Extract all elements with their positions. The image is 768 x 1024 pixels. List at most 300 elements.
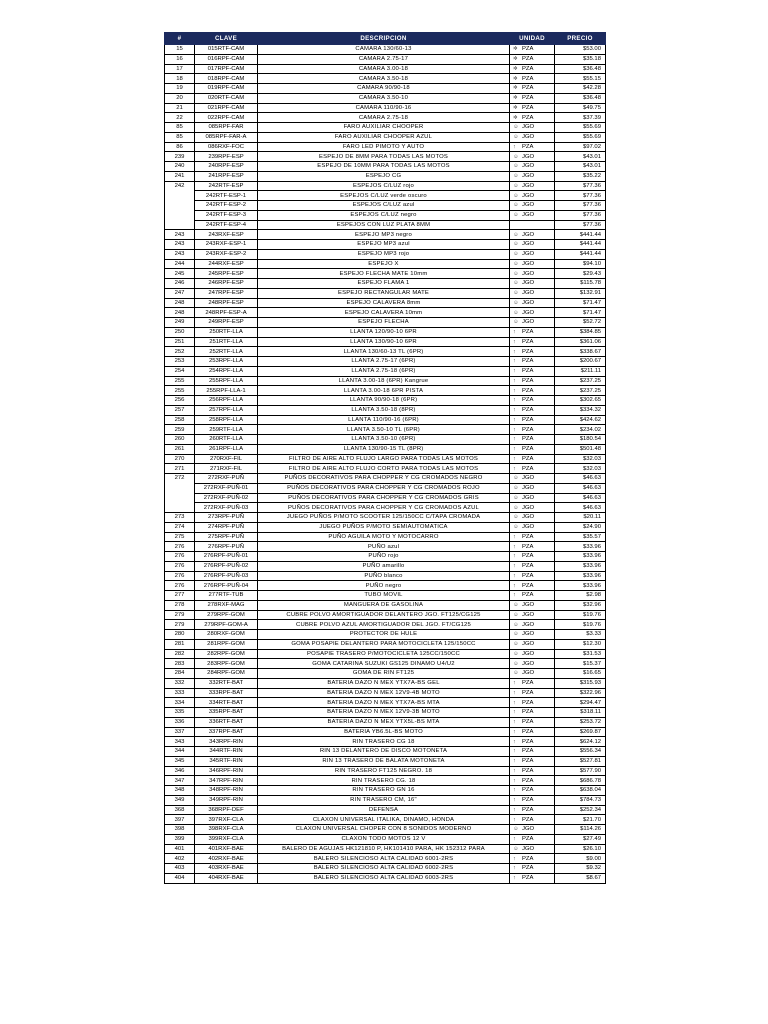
table-row	[165, 162, 606, 172]
table-row	[165, 152, 606, 162]
row-clave: 248RPF-ESP	[195, 298, 258, 308]
unit-icon: ↑	[513, 533, 516, 540]
row-unit: JGO	[522, 641, 535, 648]
row-unit: PZA	[522, 46, 534, 53]
row-unit-cell	[510, 532, 555, 542]
row-description: ESPEJOS C/LUZ rojo	[258, 181, 510, 191]
row-price: $53.00	[555, 45, 606, 55]
row-unit: JGO	[522, 621, 535, 628]
row-clave: 278RXF-MAG	[195, 600, 258, 610]
row-unit: JGO	[522, 192, 535, 199]
row-clave: 242RTF-ESP-1	[195, 191, 258, 201]
row-price: $35.22	[555, 171, 606, 181]
row-price: $501.48	[555, 444, 606, 454]
row-unit-cell	[510, 298, 555, 308]
row-price: $31.53	[555, 649, 606, 659]
row-clave: 345RTF-RIN	[195, 756, 258, 766]
row-unit: PZA	[522, 592, 534, 599]
row-clave: 276RPF-PUÑ-04	[195, 581, 258, 591]
row-number: 343	[165, 737, 195, 747]
row-number: 336	[165, 717, 195, 727]
row-unit-cell	[510, 123, 555, 133]
unit-icon: ✲	[513, 56, 518, 63]
unit-icon: ☺	[513, 124, 519, 131]
row-clave: 343RPF-RIN	[195, 737, 258, 747]
row-clave: 283RPF-GOM	[195, 659, 258, 669]
row-unit-cell	[510, 854, 555, 864]
unit-icon: ☺	[513, 202, 519, 209]
row-unit: PZA	[522, 563, 534, 570]
table-row	[165, 123, 606, 133]
row-clave: 276RPF-PUÑ-03	[195, 571, 258, 581]
row-clave: 255RPF-LLA-1	[195, 386, 258, 396]
row-description: LLANTA 130/90-15 TL (8PR)	[258, 444, 510, 454]
row-number	[165, 483, 195, 493]
row-clave: 272RXF-PUÑ	[195, 474, 258, 484]
row-number: 17	[165, 64, 195, 74]
row-description: BATERIA DAZO N MEX 12V9-4B MOTO	[258, 688, 510, 698]
row-number	[165, 220, 195, 230]
row-unit-cell	[510, 191, 555, 201]
row-price: $114.26	[555, 825, 606, 835]
table-row	[165, 747, 606, 757]
row-unit: PZA	[522, 104, 534, 111]
row-price: $36.48	[555, 64, 606, 74]
row-unit: PZA	[522, 709, 534, 716]
row-clave: 336RTF-BAT	[195, 717, 258, 727]
row-unit: JGO	[522, 251, 535, 258]
row-description: BATERIA YB6.5L-BS MOTO	[258, 727, 510, 737]
table-row	[165, 552, 606, 562]
row-description: LLANTA 110/90-16 (6PR)	[258, 415, 510, 425]
row-description: ESPEJOS C/LUZ verde oscuro	[258, 191, 510, 201]
row-unit-cell	[510, 318, 555, 328]
row-clave: 018RPF-CAM	[195, 74, 258, 84]
row-number: 19	[165, 84, 195, 94]
row-number: 333	[165, 688, 195, 698]
unit-icon: ↑	[513, 689, 516, 696]
row-unit-cell	[510, 873, 555, 883]
table-row	[165, 532, 606, 542]
table-row	[165, 93, 606, 103]
row-description: LLANTA 130/90-10 6PR	[258, 337, 510, 347]
row-description: FARO LED PIMOTO Y AUTO	[258, 142, 510, 152]
table-row	[165, 815, 606, 825]
row-price: $20.11	[555, 513, 606, 523]
row-number	[165, 191, 195, 201]
row-clave: 332RTF-BAT	[195, 678, 258, 688]
row-price: $322.96	[555, 688, 606, 698]
row-unit-cell	[510, 84, 555, 94]
unit-icon: ↑	[513, 767, 516, 774]
row-clave: 401RXF-BAE	[195, 844, 258, 854]
row-clave: 242RTF-ESP-2	[195, 201, 258, 211]
row-price: $46.63	[555, 474, 606, 484]
row-unit: PZA	[522, 85, 534, 92]
row-unit: PZA	[522, 738, 534, 745]
row-number: 243	[165, 249, 195, 259]
row-unit-cell	[510, 678, 555, 688]
row-unit: JGO	[522, 504, 535, 511]
row-unit: JGO	[522, 173, 535, 180]
row-clave: 279RPF-GOM	[195, 610, 258, 620]
row-price: $686.78	[555, 776, 606, 786]
row-unit-cell	[510, 825, 555, 835]
row-description: ESPEJO FLAMA 1	[258, 279, 510, 289]
unit-icon: ☺	[513, 251, 519, 258]
unit-icon: ☺	[513, 602, 519, 609]
row-clave: 276RPF-PUÑ-01	[195, 552, 258, 562]
row-unit-cell	[510, 54, 555, 64]
row-number: 18	[165, 74, 195, 84]
table-row	[165, 288, 606, 298]
row-unit-cell	[510, 747, 555, 757]
table-row	[165, 649, 606, 659]
unit-icon: ↑	[513, 836, 516, 843]
row-number: 272	[165, 474, 195, 484]
unit-icon: ↑	[513, 572, 516, 579]
row-description: CAMARA 130/60-13	[258, 45, 510, 55]
table-row	[165, 366, 606, 376]
row-clave: 335RPF-BAT	[195, 708, 258, 718]
row-unit-cell	[510, 834, 555, 844]
row-clave: 402RXF-BAE	[195, 854, 258, 864]
unit-icon: ☺	[513, 475, 519, 482]
row-price: $200.67	[555, 357, 606, 367]
table-row	[165, 717, 606, 727]
row-clave: 021RPF-CAM	[195, 103, 258, 113]
row-number: 284	[165, 669, 195, 679]
row-description: BATERIA DAZO N MEX 12V9-3B MOTO	[258, 708, 510, 718]
row-unit-cell	[510, 815, 555, 825]
row-unit: PZA	[522, 719, 534, 726]
table-row	[165, 737, 606, 747]
unit-icon: ↑	[513, 758, 516, 765]
row-unit-cell	[510, 259, 555, 269]
table-row	[165, 844, 606, 854]
row-price: $294.47	[555, 698, 606, 708]
row-unit: PZA	[522, 689, 534, 696]
unit-icon: ✲	[513, 114, 518, 121]
row-number: 274	[165, 522, 195, 532]
row-number: 16	[165, 54, 195, 64]
row-number	[165, 493, 195, 503]
row-price: $638.04	[555, 786, 606, 796]
row-unit: PZA	[522, 455, 534, 462]
table-row	[165, 474, 606, 484]
row-unit: PZA	[522, 348, 534, 355]
row-price: $77.36	[555, 210, 606, 220]
row-unit-cell	[510, 786, 555, 796]
row-number: 247	[165, 288, 195, 298]
row-clave: 242RTF-ESP	[195, 181, 258, 191]
row-unit: JGO	[522, 299, 535, 306]
row-price: $33.96	[555, 561, 606, 571]
row-description: CLAXON UNIVERSAL ITALIKA, DINAMO, HONDA	[258, 815, 510, 825]
row-unit-cell	[510, 561, 555, 571]
row-clave: 284RPF-GOM	[195, 669, 258, 679]
row-unit-cell	[510, 210, 555, 220]
row-unit-cell	[510, 376, 555, 386]
row-clave: 270RXF-FIL	[195, 454, 258, 464]
table-row	[165, 698, 606, 708]
row-price: $237.25	[555, 386, 606, 396]
row-number: 402	[165, 854, 195, 864]
table-row	[165, 561, 606, 571]
row-description: BATERIA DAZO N MEX YTX7A-BS MTA	[258, 698, 510, 708]
row-unit-cell	[510, 152, 555, 162]
table-row	[165, 103, 606, 113]
row-clave: 245RPF-ESP	[195, 269, 258, 279]
row-unit: PZA	[522, 875, 534, 882]
row-clave: 247RPF-ESP	[195, 288, 258, 298]
row-unit-cell	[510, 249, 555, 259]
row-unit: JGO	[522, 124, 535, 131]
unit-icon: ☺	[513, 845, 519, 852]
row-clave: 259RTF-LLA	[195, 425, 258, 435]
table-row	[165, 600, 606, 610]
row-clave: 020RTF-CAM	[195, 93, 258, 103]
table-row	[165, 269, 606, 279]
unit-icon: ✲	[513, 95, 518, 102]
row-number: 279	[165, 610, 195, 620]
unit-icon: ↑	[513, 543, 516, 550]
unit-icon: ☺	[513, 260, 519, 267]
row-clave: 344RTF-RIN	[195, 747, 258, 757]
row-unit-cell	[510, 415, 555, 425]
row-unit-cell	[510, 327, 555, 337]
row-price: $19.76	[555, 620, 606, 630]
row-clave: 272RXF-PUÑ-02	[195, 493, 258, 503]
row-description: CAMARA 3.50-18	[258, 74, 510, 84]
row-price: $43.01	[555, 152, 606, 162]
row-unit-cell	[510, 386, 555, 396]
table-row	[165, 259, 606, 269]
row-price: $9.32	[555, 864, 606, 874]
row-unit: PZA	[522, 816, 534, 823]
table-row	[165, 756, 606, 766]
row-unit-cell	[510, 542, 555, 552]
unit-icon: ↑	[513, 143, 516, 150]
row-unit: JGO	[522, 845, 535, 852]
row-description: LLANTA 3.50-10 (6PR)	[258, 435, 510, 445]
row-unit: PZA	[522, 329, 534, 336]
row-unit-cell	[510, 717, 555, 727]
row-clave: 397RXF-CLA	[195, 815, 258, 825]
row-unit: PZA	[522, 787, 534, 794]
row-unit: JGO	[522, 660, 535, 667]
row-number	[165, 210, 195, 220]
row-number: 279	[165, 620, 195, 630]
unit-icon: ↑	[513, 709, 516, 716]
row-number: 271	[165, 464, 195, 474]
unit-icon: ↑	[513, 416, 516, 423]
row-price: $97.02	[555, 142, 606, 152]
row-clave: 333RPF-BAT	[195, 688, 258, 698]
row-price: $42.28	[555, 84, 606, 94]
unit-icon: ☺	[513, 621, 519, 628]
row-clave: 279RPF-GOM-A	[195, 620, 258, 630]
row-unit-cell	[510, 591, 555, 601]
row-description: PUÑOS DECORATIVOS PARA CHOPPER Y CG CROMADOS GRIS	[258, 493, 510, 503]
row-unit-cell	[510, 483, 555, 493]
row-number: 255	[165, 386, 195, 396]
row-description: FILTRO DE AIRE ALTO FLUJO LARGO PARA TODAS LAS MOTOS	[258, 454, 510, 464]
row-clave: 241RPF-ESP	[195, 171, 258, 181]
row-number: 368	[165, 805, 195, 815]
row-unit-cell	[510, 474, 555, 484]
row-unit-cell	[510, 181, 555, 191]
row-price: $77.36	[555, 181, 606, 191]
row-price: $32.03	[555, 464, 606, 474]
row-price: $24.90	[555, 522, 606, 532]
table-row	[165, 249, 606, 259]
row-unit: JGO	[522, 485, 535, 492]
row-number: 276	[165, 561, 195, 571]
row-clave: 249RPF-ESP	[195, 318, 258, 328]
table-row	[165, 669, 606, 679]
row-price: $71.47	[555, 308, 606, 318]
row-unit: PZA	[522, 533, 534, 540]
row-price: $234.02	[555, 425, 606, 435]
row-unit: PZA	[522, 95, 534, 102]
row-description: RIN TRASERO CG. 18	[258, 776, 510, 786]
table-row	[165, 659, 606, 669]
row-clave: 398RXF-CLA	[195, 825, 258, 835]
row-price: $441.44	[555, 240, 606, 250]
row-description: BALERO DE AGUJAS HK121810 P, HK101410 PARA, HK 152312 PARA	[258, 844, 510, 854]
row-unit: JGO	[522, 475, 535, 482]
row-clave: 243RXF-ESP-1	[195, 240, 258, 250]
table-row	[165, 357, 606, 367]
row-number: 250	[165, 327, 195, 337]
row-price: $132.91	[555, 288, 606, 298]
row-number: 276	[165, 542, 195, 552]
row-clave: 016RPF-CAM	[195, 54, 258, 64]
row-description: PUÑOS DECORATIVOS PARA CHOPPER Y CG CROMADOS ROJO	[258, 483, 510, 493]
row-clave: 252RTF-LLA	[195, 347, 258, 357]
row-price: $33.96	[555, 581, 606, 591]
table-row	[165, 727, 606, 737]
row-price: $19.76	[555, 610, 606, 620]
row-unit: PZA	[522, 680, 534, 687]
row-unit: PZA	[522, 582, 534, 589]
row-price: $424.62	[555, 415, 606, 425]
price-list-table	[164, 32, 606, 884]
row-clave: 261RPF-LLA	[195, 444, 258, 454]
unit-icon: ↑	[513, 446, 516, 453]
table-row	[165, 142, 606, 152]
row-clave: 256RPF-LLA	[195, 396, 258, 406]
row-number: 281	[165, 639, 195, 649]
table-row	[165, 581, 606, 591]
table-row	[165, 776, 606, 786]
table-row	[165, 571, 606, 581]
row-clave: 337RPF-BAT	[195, 727, 258, 737]
row-unit-cell	[510, 600, 555, 610]
row-number: 245	[165, 269, 195, 279]
row-clave: 239RPF-ESP	[195, 152, 258, 162]
table-row	[165, 825, 606, 835]
unit-icon: ↑	[513, 338, 516, 345]
row-unit: PZA	[522, 797, 534, 804]
row-unit: JGO	[522, 231, 535, 238]
row-unit-cell	[510, 639, 555, 649]
unit-icon: ✲	[513, 65, 518, 72]
row-price: $180.54	[555, 435, 606, 445]
row-unit: PZA	[522, 56, 534, 63]
row-number: 257	[165, 405, 195, 415]
table-row	[165, 396, 606, 406]
unit-icon: ☺	[513, 514, 519, 521]
unit-icon: ↑	[513, 377, 516, 384]
unit-icon: ✲	[513, 75, 518, 82]
row-clave: 250RTF-LLA	[195, 327, 258, 337]
unit-icon: ☺	[513, 494, 519, 501]
row-unit: JGO	[522, 270, 535, 277]
row-unit: PZA	[522, 426, 534, 433]
row-number: 345	[165, 756, 195, 766]
row-price: $441.44	[555, 249, 606, 259]
row-number: 255	[165, 376, 195, 386]
row-unit: JGO	[522, 631, 535, 638]
row-description: LLANTA 2.75-18 (6PR)	[258, 366, 510, 376]
row-description: FILTRO DE AIRE ALTO FLUJO CORTO PARA TODAS LAS MOTOS	[258, 464, 510, 474]
row-description: ESPEJOS C/LUZ azul	[258, 201, 510, 211]
row-unit-cell	[510, 288, 555, 298]
row-unit-cell	[510, 649, 555, 659]
row-unit-cell	[510, 766, 555, 776]
row-unit: PZA	[522, 572, 534, 579]
row-clave: 399RXF-CLA	[195, 834, 258, 844]
row-description: DEFENSA	[258, 805, 510, 815]
table-row	[165, 542, 606, 552]
table-row	[165, 493, 606, 503]
unit-icon: ↑	[513, 855, 516, 862]
row-description: LLANTA 3.00-18 (6PR) Kangrue	[258, 376, 510, 386]
row-unit: JGO	[522, 524, 535, 531]
row-unit: PZA	[522, 407, 534, 414]
unit-icon: ☺	[513, 826, 519, 833]
header-precio: PRECIO	[555, 33, 606, 45]
table-row	[165, 766, 606, 776]
row-unit-cell	[510, 142, 555, 152]
row-clave: 242RTF-ESP-4	[195, 220, 258, 230]
row-clave: 242RTF-ESP-3	[195, 210, 258, 220]
row-unit: JGO	[522, 514, 535, 521]
row-clave: 258RPF-LLA	[195, 415, 258, 425]
row-number: 259	[165, 425, 195, 435]
row-number: 239	[165, 152, 195, 162]
row-price: $77.36	[555, 201, 606, 211]
row-unit-cell	[510, 737, 555, 747]
table-row	[165, 415, 606, 425]
row-clave: 254RPF-LLA	[195, 366, 258, 376]
row-description: ESPEJO CALAVERA 8mm	[258, 298, 510, 308]
row-price: $77.36	[555, 220, 606, 230]
table-row	[165, 795, 606, 805]
row-description: LLANTA 3.50-10 TL (6PR)	[258, 425, 510, 435]
table-row	[165, 376, 606, 386]
table-row	[165, 425, 606, 435]
row-price: $33.96	[555, 542, 606, 552]
row-unit-cell	[510, 103, 555, 113]
row-number: 348	[165, 786, 195, 796]
row-clave: 346RPF-RIN	[195, 766, 258, 776]
unit-icon: ↑	[513, 797, 516, 804]
row-price: $252.34	[555, 805, 606, 815]
row-unit: JGO	[522, 290, 535, 297]
